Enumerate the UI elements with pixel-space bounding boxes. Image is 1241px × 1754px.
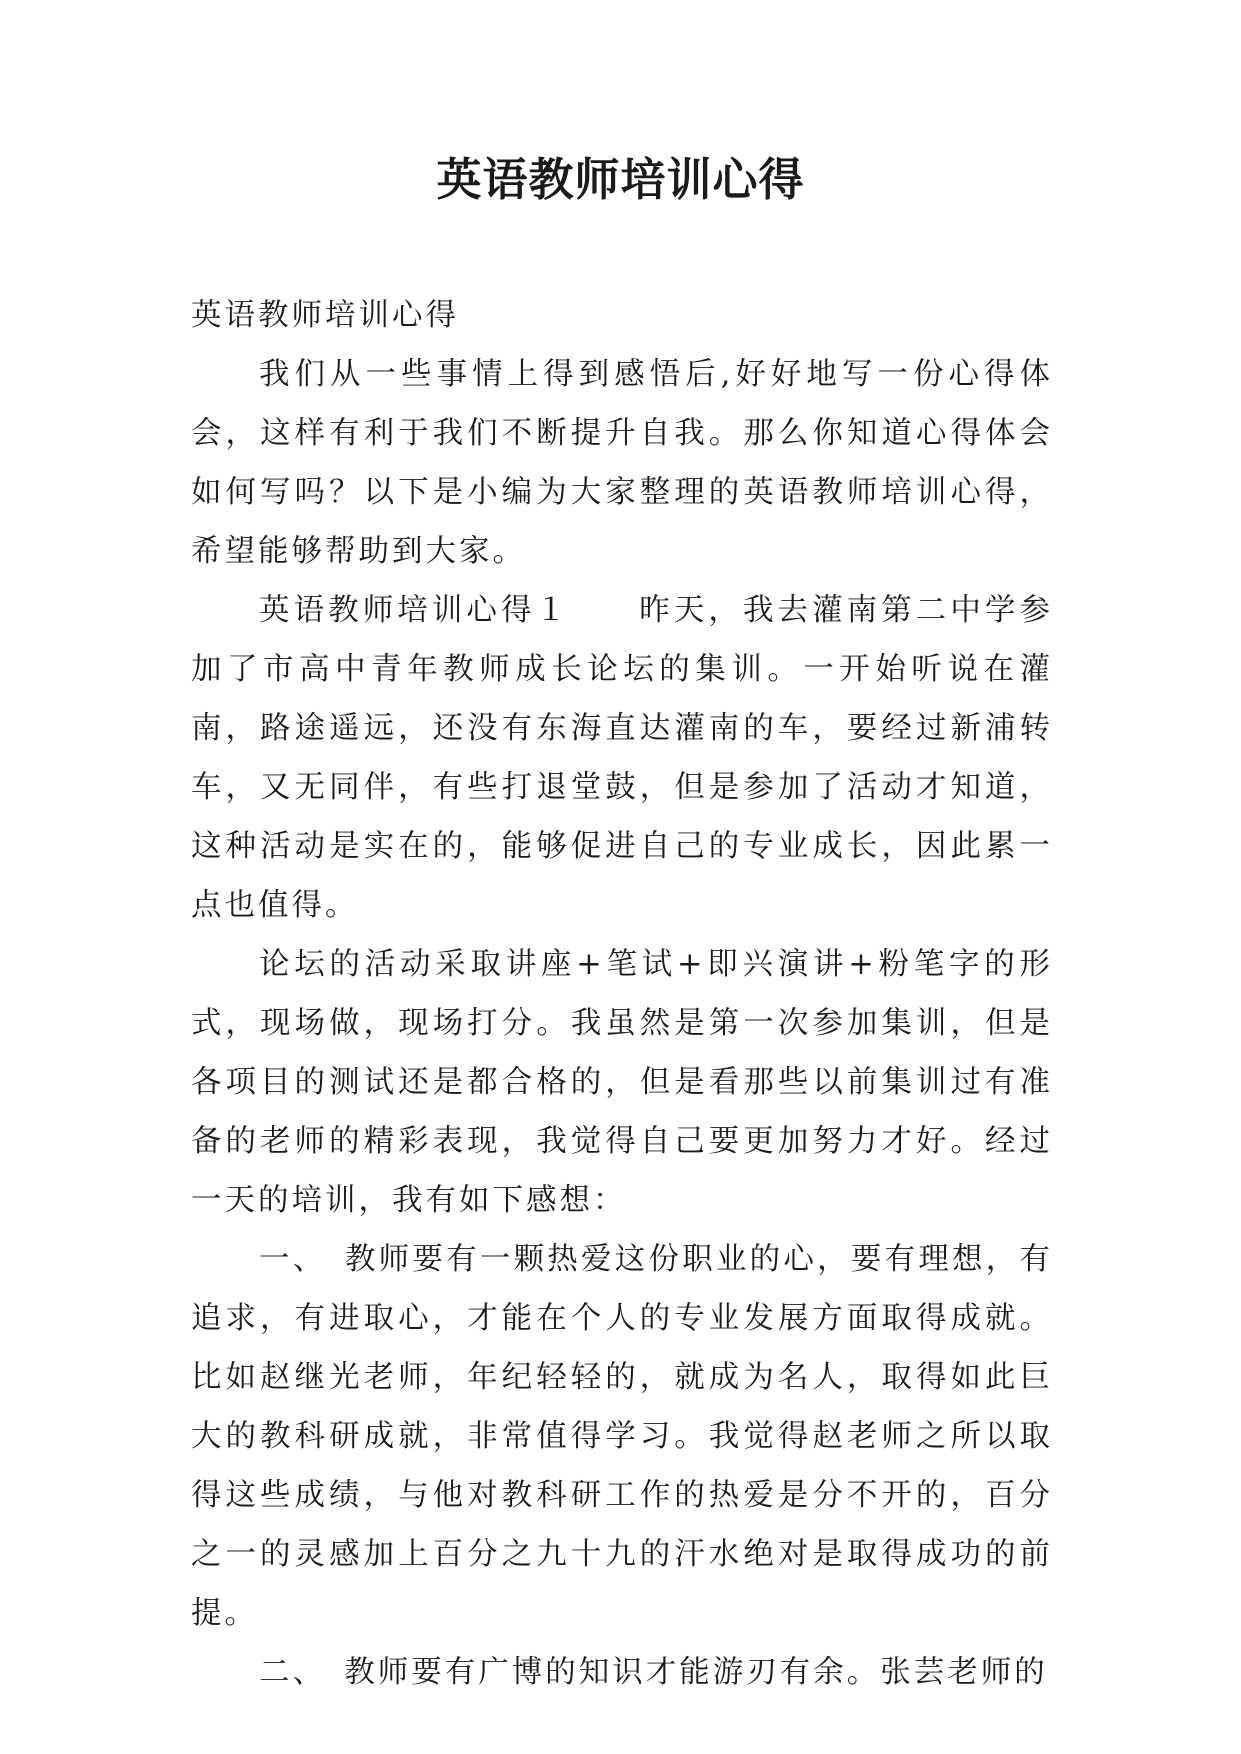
subtitle-paragraph: 英语教师培训心得 [191,298,459,333]
document-body [191,286,1053,1702]
section-1-paragraph: 英语教师培训心得１ 昨天，我去灌南第二中学参加了市高中青年教师成长论坛的集训。一开始听说在灌南，路途遥远，还没有东海直达灌南的车，要经过新浦转车，又无同伴，有些打退堂鼓，但是参加了活动才知道，这种活动是实在的，能够促进自己的专业成长，因此累一点也值得。 [191,593,1053,923]
point-one-paragraph: 一、 教师要有一颗热爱这份职业的心，要有理想，有追求，有进取心，才能在个人的专业发展方面取得成就。比如赵继光老师，年纪轻轻的，就成为名人，取得如此巨大的教科研成就，非常值得学习。我觉得赵老师之所以取得这些成绩，与他对教科研工作的热爱是分不开的，百分之一的灵感加上百分之九十九的汗水绝对是取得成功的前提。 [191,1242,1053,1631]
forum-paragraph: 论坛的活动采取讲座+笔试+即兴演讲+粉笔字的形式，现场做，现场打分。我虽然是第一次参加集训，但是各项目的测试还是都合格的，但是看那些以前集训过有准备的老师的精彩表现，我觉得自己要更加努力才好。经过一天的培训，我有如下感想： [191,947,1053,1218]
intro-paragraph: 我们从一些事情上得到感悟后,好好地写一份心得体会，这样有利于我们不断提升自我。那么你知道心得体会如何写吗？以下是小编为大家整理的英语教师培训心得，希望能够帮助到大家。 [191,357,1053,569]
document-title: 英语教师培训心得 [436,153,805,206]
point-two-paragraph: 二、 教师要有广博的知识才能游刃有余。张芸老师的 [259,1655,1048,1690]
